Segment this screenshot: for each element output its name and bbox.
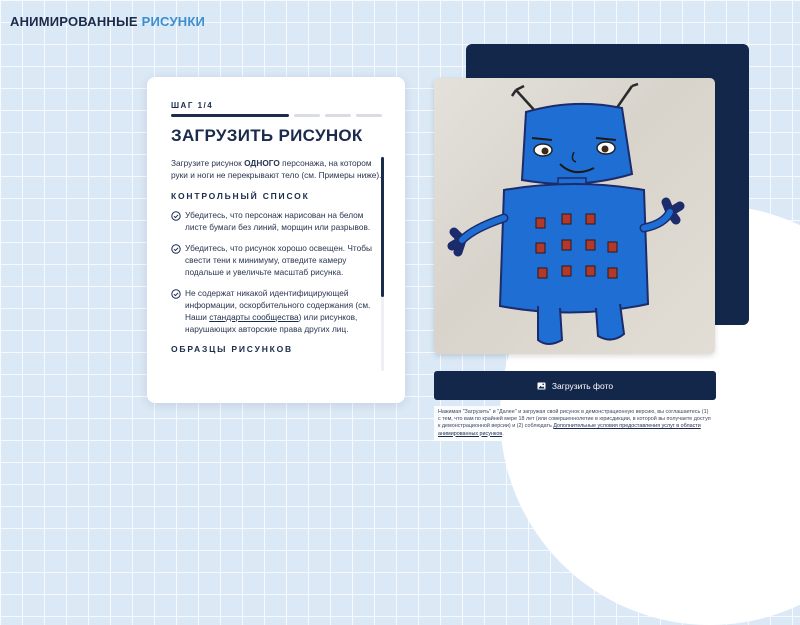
checklist-text-start: Не содержат никакой идентифицирующей информации, оскорбительного содержания (см. Наши <box>185 288 371 322</box>
check-circle-icon <box>171 289 181 299</box>
image-icon <box>537 382 546 390</box>
checklist-heading: КОНТРОЛЬНЫЙ СПИСОК <box>171 191 310 201</box>
instructions-scroll-area[interactable] <box>171 157 383 371</box>
legal-text-end: . <box>502 430 504 437</box>
brand-text-main: АНИМИРОВАННЫЕ <box>10 14 142 29</box>
scrollbar[interactable] <box>381 157 384 371</box>
upload-photo-button[interactable] <box>434 371 716 400</box>
intro-text-end: персонажа, на котором руки и ноги не перекрывают тело (см. Примеры ниже). <box>171 158 382 180</box>
upload-step-card <box>147 77 405 403</box>
check-circle-icon <box>171 211 181 221</box>
checklist-text-end: ) или рисунков, нарушающих авторские права других лиц. <box>185 312 358 334</box>
intro-text <box>171 157 383 181</box>
checklist-item <box>171 242 383 278</box>
progress-segment-2 <box>294 114 320 117</box>
check-circle-icon <box>171 244 181 254</box>
progress-segment-4 <box>356 114 382 117</box>
uploaded-drawing-preview <box>434 78 715 354</box>
terms-link[interactable]: Дополнительные условия предоставления услуг в области анимированных рисунков <box>438 423 701 437</box>
community-standards-link[interactable]: стандарты сообщества <box>209 312 299 322</box>
intro-text-start: Загрузите рисунок <box>171 158 245 168</box>
step-progress-bar <box>171 114 382 117</box>
page-title: ЗАГРУЗИТЬ РИСУНОК <box>171 126 363 145</box>
upload-photo-label: Загрузить фото <box>551 380 614 391</box>
robot-drawing-image <box>434 78 715 354</box>
progress-segment-1 <box>171 114 289 117</box>
brand-logo[interactable] <box>10 14 205 29</box>
checklist-item <box>171 287 383 335</box>
scrollbar-thumb[interactable] <box>381 157 384 297</box>
step-indicator: ШАГ 1/4 <box>171 101 214 110</box>
progress-segment-3 <box>325 114 351 117</box>
brand-text-accent: РИСУНКИ <box>141 14 206 29</box>
checklist-item-text: Убедитесь, что персонаж нарисован на белом листе бумаги без линий, морщин или разрывов. <box>185 210 371 232</box>
checklist-item-text: Убедитесь, что рисунок хорошо освещен. Чтобы свести тени к минимуму, отведите камеру подальше и увеличьте масштаб рисунка. <box>185 243 372 277</box>
legal-text-start: Нажимая "Загрузить" и "Далее" и загружая свой рисунок в демонстрационную версию, вы соглашаетесь (1) с тем, что вам по крайней мере 18 лет (или совершеннолетие в юрисдикции, в которой вы получаете доступ к демонстрационной версии) и (2) соблюдать <box>438 409 711 430</box>
checklist-item-text <box>185 287 383 335</box>
intro-text-emphasis: ОДНОГО <box>244 158 280 168</box>
legal-notice <box>434 406 716 441</box>
examples-heading: ОБРАЗЦЫ РИСУНКОВ <box>171 344 293 354</box>
checklist-item <box>171 209 383 233</box>
